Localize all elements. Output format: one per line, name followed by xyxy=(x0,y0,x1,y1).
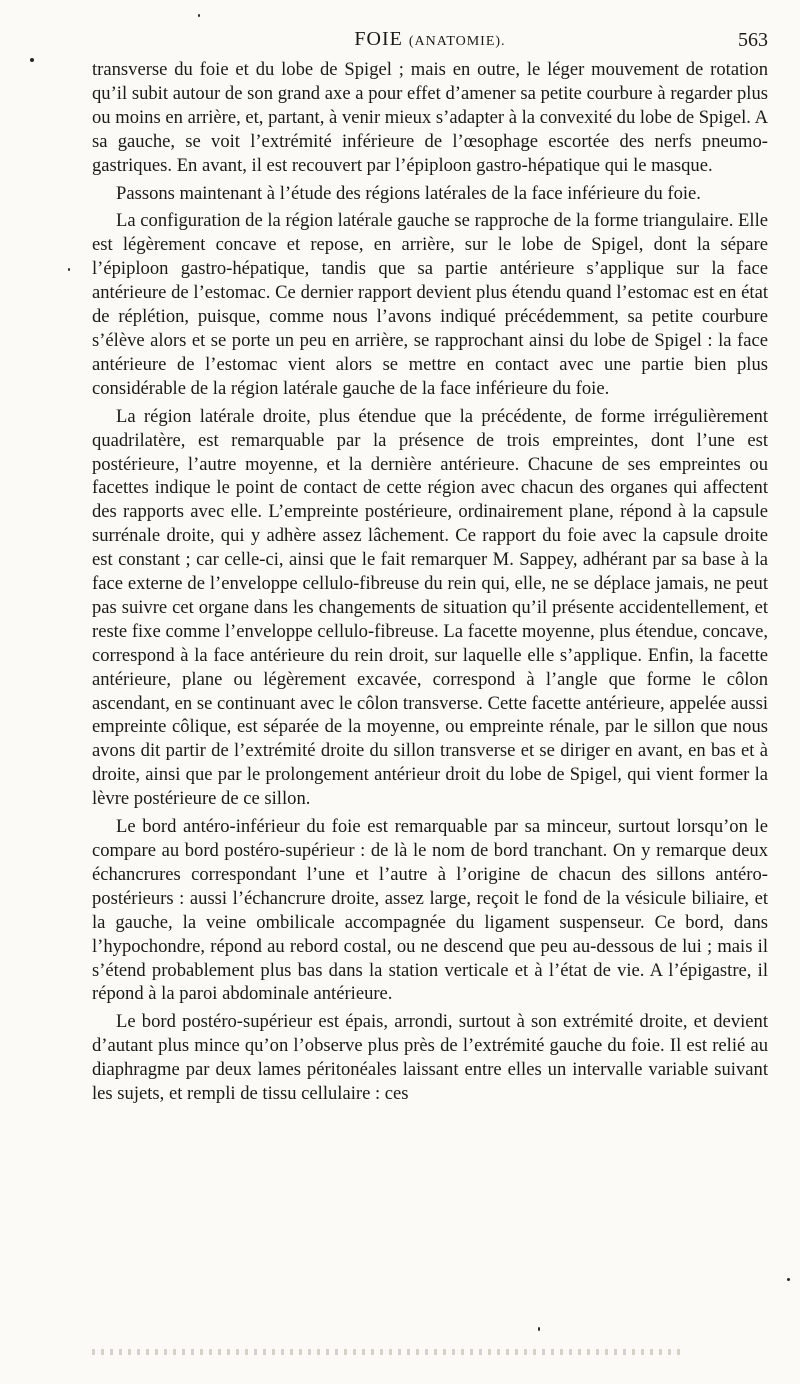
paragraph: Le bord antéro-inférieur du foie est remarquable par sa minceur, surtout lorsqu’on le compare au bord postéro-supérieur : de là le nom de bord tranchant. On y remarque deux échancrures correspondant l’une et l’autre à l’origine de chacun des sillons antéro-postérieurs : aussi l’échancrure droite, assez large, reçoit le fond de la vésicule biliaire, et la gauche, la veine ombilicale accompagnée du ligament suspenseur. Ce bord, dans l’hypochondre, répond au rebord costal, ou ne descend que peu au-dessous de lui ; mais il s’étend probablement plus bas dans la station verticale et à l’état de vie. A l’épigastre, il répond à la paroi abdominale antérieure. xyxy=(92,816,768,1005)
ink-speck xyxy=(68,268,70,271)
body-text xyxy=(92,58,768,1110)
ink-speck xyxy=(198,14,200,17)
running-title-sub: (ANATOMIE). xyxy=(408,34,506,49)
ink-speck xyxy=(30,58,34,62)
paragraph: Passons maintenant à l’étude des régions latérales de la face inférieure du foie. xyxy=(116,182,701,204)
page-number: 563 xyxy=(738,29,768,51)
ink-speck xyxy=(787,1278,790,1281)
paragraph: La région latérale droite, plus étendue que la précédente, de forme irrégulièrement quadrilatère, est remarquable par la présence de trois empreintes, dont l’une est postérieure, l’autre moyenne, et la dernière antérieure. Chacune de ses empreintes ou facettes indique le point de contact de cette région avec chacun des organes qui affectent des rapports avec elle. L’empreinte postérieure, ordinairement plane, répond à la capsule surrénale droite, qui y adhère assez lâchement. Ce rapport du foie avec la capsule droite est constant ; car celle-ci, ainsi que le fait remarquer M. Sappey, adhérant par sa base à la face externe de l’enveloppe cellulo-fibreuse du rein qui, elle, ne se déplace jamais, ne peut pas suivre cet organe dans les changements de situation qu’il présente accidentellement, et reste fixe comme l’enveloppe cellulo-fibreuse. La facette moyenne, plus étendue, concave, correspond à la face antérieure du rein droit, sur laquelle elle s’applique. Enfin, la facette antérieure, plane ou légèrement excavée, correspond à l’angle que forme le côlon ascendant, en se continuant avec le côlon transverse. Cette facette antérieure, appelée aussi empreinte côlique, est séparée de la moyenne, ou empreinte rénale, par le sillon que nous avons dit partir de l’extrémité droite du sillon transverse et se diriger en avant, en bas et à droite, ainsi que par le prolongement antérieur droit du lobe de Spigel, qui vient former la lèvre postérieure de ce sillon. xyxy=(92,405,768,810)
paragraph-continued: transverse du foie et du lobe de Spigel ; mais en outre, le léger mouvement de rotation qu’il subit autour de son grand axe a pour effet d’amener sa petite courbure à regarder plus ou moins en arrière, et, partant, à venir mieux s’adapter à la convexité du lobe de Spigel. A sa gauche, se voit l’extrémité inférieure de l’œsophage escortée des nerfs pneumo-gastriques. En avant, il est recouvert par l’épiploon gastro-hépatique qui le masque. xyxy=(92,59,768,176)
running-title-main: FOIE xyxy=(354,28,403,50)
running-title xyxy=(92,28,768,51)
paragraph: La configuration de la région latérale gauche se rapproche de la forme triangulaire. Elle est légèrement concave et repose, en arrière, sur le lobe de Spigel, dont la sépare l’épiploon gastro-hépatique, tandis que sa partie antérieure s’applique sur la face antérieure de l’estomac. Ce dernier rapport devient plus étendu quand l’estomac est en état de réplétion, puisque, comme nous l’avons indiqué précédemment, sa petite courbure s’élève alors et se porte un peu en arrière, se rapprochant ainsi du lobe de Spigel : la face antérieure de l’estomac vient alors se mettre en contact avec une partie bien plus considérable de la région latérale gauche de la face inférieure du foie. xyxy=(92,210,768,399)
paragraph: Le bord postéro-supérieur est épais, arrondi, surtout à son extrémité droite, et devient d’autant plus mince qu’on l’observe plus près de l’extrémité gauche du foie. Il est relié au diaphragme par deux lames péritonéales laissant entre elles un intervalle variable suivant les sujets, et rempli de tissu cellulaire : ces xyxy=(92,1011,768,1105)
running-header xyxy=(92,28,768,56)
scan-artifact xyxy=(92,1349,682,1355)
ink-speck xyxy=(538,1327,540,1331)
